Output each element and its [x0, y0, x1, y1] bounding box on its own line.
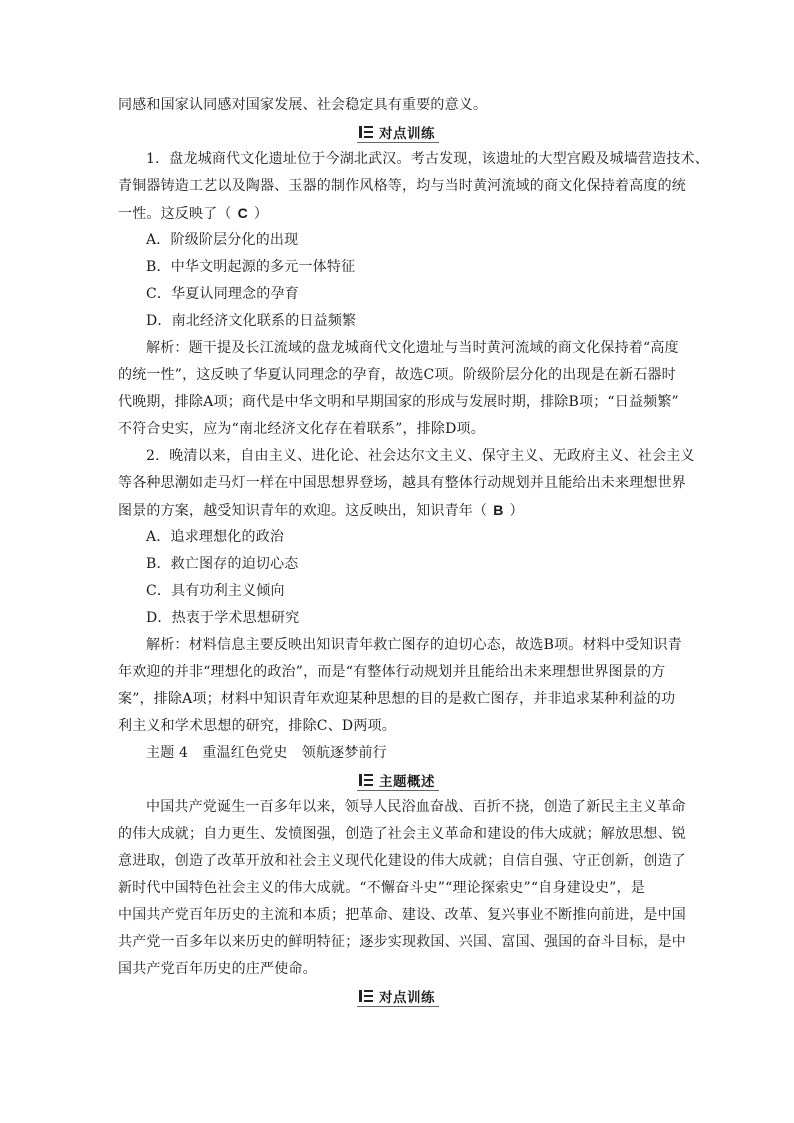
option-d: D．南北经济文化联系的日益频繁 [146, 313, 357, 329]
section-header-label: 对点训练 [379, 989, 435, 1006]
list-icon [359, 990, 373, 1002]
overview-line: 中国共产党诞生一百多年以来，领导人民浴血奋战、百折不挠，创造了新民主主义革命 [146, 799, 686, 815]
question-stem-line [118, 497, 678, 524]
analysis-line: 案”，排除A项；材料中知识青年欢迎某种思想的目的是救亡图存，并非追求某种利益的功 [118, 691, 676, 707]
analysis-line: 利主义和学术思想的研究，排除C、D两项。 [118, 718, 396, 734]
theme-title: 主题 4 重温红色党史 领航逐梦前行 [146, 745, 387, 761]
option-d: D．热衷于学术思想研究 [146, 610, 300, 626]
option-a: A．阶级阶层分化的出现 [146, 232, 299, 248]
bracket-close: ） [509, 503, 524, 519]
answer-letter: C [237, 205, 248, 221]
analysis-line: 解析：材料信息主要反映出知识青年救亡图存的迫切心态，故选B项。材料中受知识青 [146, 637, 682, 653]
question-stem-line [118, 200, 678, 227]
section-header-overview [118, 767, 678, 794]
answer-letter: B [493, 502, 504, 518]
question-stem-text: 一性。这反映了（ [118, 206, 232, 222]
overview-line: 中国共产党百年历史的主流和本质；把革命、建设、改革、复兴事业不断推向前进，是中国 [118, 907, 686, 923]
overview-paragraph [118, 794, 686, 983]
analysis-line: 年欢迎的并非“理想化的政治”，而是“有整体行动规划并且能给出未来理想世界图景的方 [118, 664, 666, 680]
analysis-line: 的统一性”，这反映了华夏认同理念的孕育，故选C项。阶级阶层分化的出现是在新石器时 [118, 367, 676, 383]
analysis-line: 不符合史实，应为“南北经济文化存在着联系”，排除D项。 [118, 421, 485, 437]
overview-line: 的伟大成就；自力更生、发愤图强，创造了社会主义革命和建设的伟大成就；解放思想、锐 [118, 826, 686, 842]
bracket-close: ） [253, 206, 269, 222]
section-header-label: 对点训练 [379, 125, 435, 142]
overview-line: 国共产党百年历史的庄严使命。 [118, 961, 317, 977]
option-c: C．华夏认同理念的孕育 [146, 286, 299, 302]
option-c: C．具有功利主义倾向 [146, 583, 285, 599]
analysis-line: 代晚期，排除A项；商代是中华文明和早期国家的形成与发展时期，排除B项；“日益频繁” [118, 394, 679, 410]
overview-line: 意进取，创造了改革开放和社会主义现代化建设的伟大成就；自信自强、守正创新，创造了 [118, 853, 686, 869]
option-a: A．追求理想化的政治 [146, 529, 285, 545]
question-2 [118, 443, 695, 740]
intro-line: 同感和国家认同感对国家发展、社会稳定具有重要的意义。 [118, 97, 488, 113]
question-1 [118, 146, 709, 443]
overview-line: 新时代中国特色社会主义的伟大成就。“不懈奋斗史”“理论探索史”“自身建设史”，是 [118, 880, 645, 896]
question-stem-line: 青铜器铸造工艺以及陶器、玉器的制作风格等，均与当时黄河流域的商文化保持着高度的统 [118, 178, 686, 194]
option-b: B．中华文明起源的多元一体特征 [146, 259, 356, 275]
list-icon [359, 774, 373, 786]
option-b: B．救亡图存的迫切心态 [146, 556, 299, 572]
question-stem-line: 1．盘龙城商代文化遗址位于今湖北武汉。考古发现，该遗址的大型宫殿及城墙营造技术、 [146, 151, 709, 167]
question-stem-line: 等各种思潮如走马灯一样在中国思想界登场，越具有整体行动规划并且能给出未来理想世界 [118, 475, 686, 491]
question-stem-text: 图景的方案，越受知识青年的欢迎。这反映出，知识青年（ [118, 503, 488, 519]
section-header-label: 主题概述 [379, 773, 435, 790]
document-page [118, 92, 709, 1010]
list-icon [359, 126, 373, 138]
section-header-practice-1 [118, 119, 678, 146]
overview-line: 共产党一百多年以来历史的鲜明特征；逐步实现救国、兴国、富国、强国的奋斗目标，是中 [118, 934, 686, 950]
analysis-line: 解析：题干提及长江流域的盘龙城商代文化遗址与当时黄河流域的商文化保持着“高度 [146, 340, 679, 356]
section-header-practice-2 [118, 983, 678, 1010]
question-stem-line: 2．晚清以来，自由主义、进化论、社会达尔文主义、保守主义、无政府主义、社会主义 [146, 448, 695, 464]
